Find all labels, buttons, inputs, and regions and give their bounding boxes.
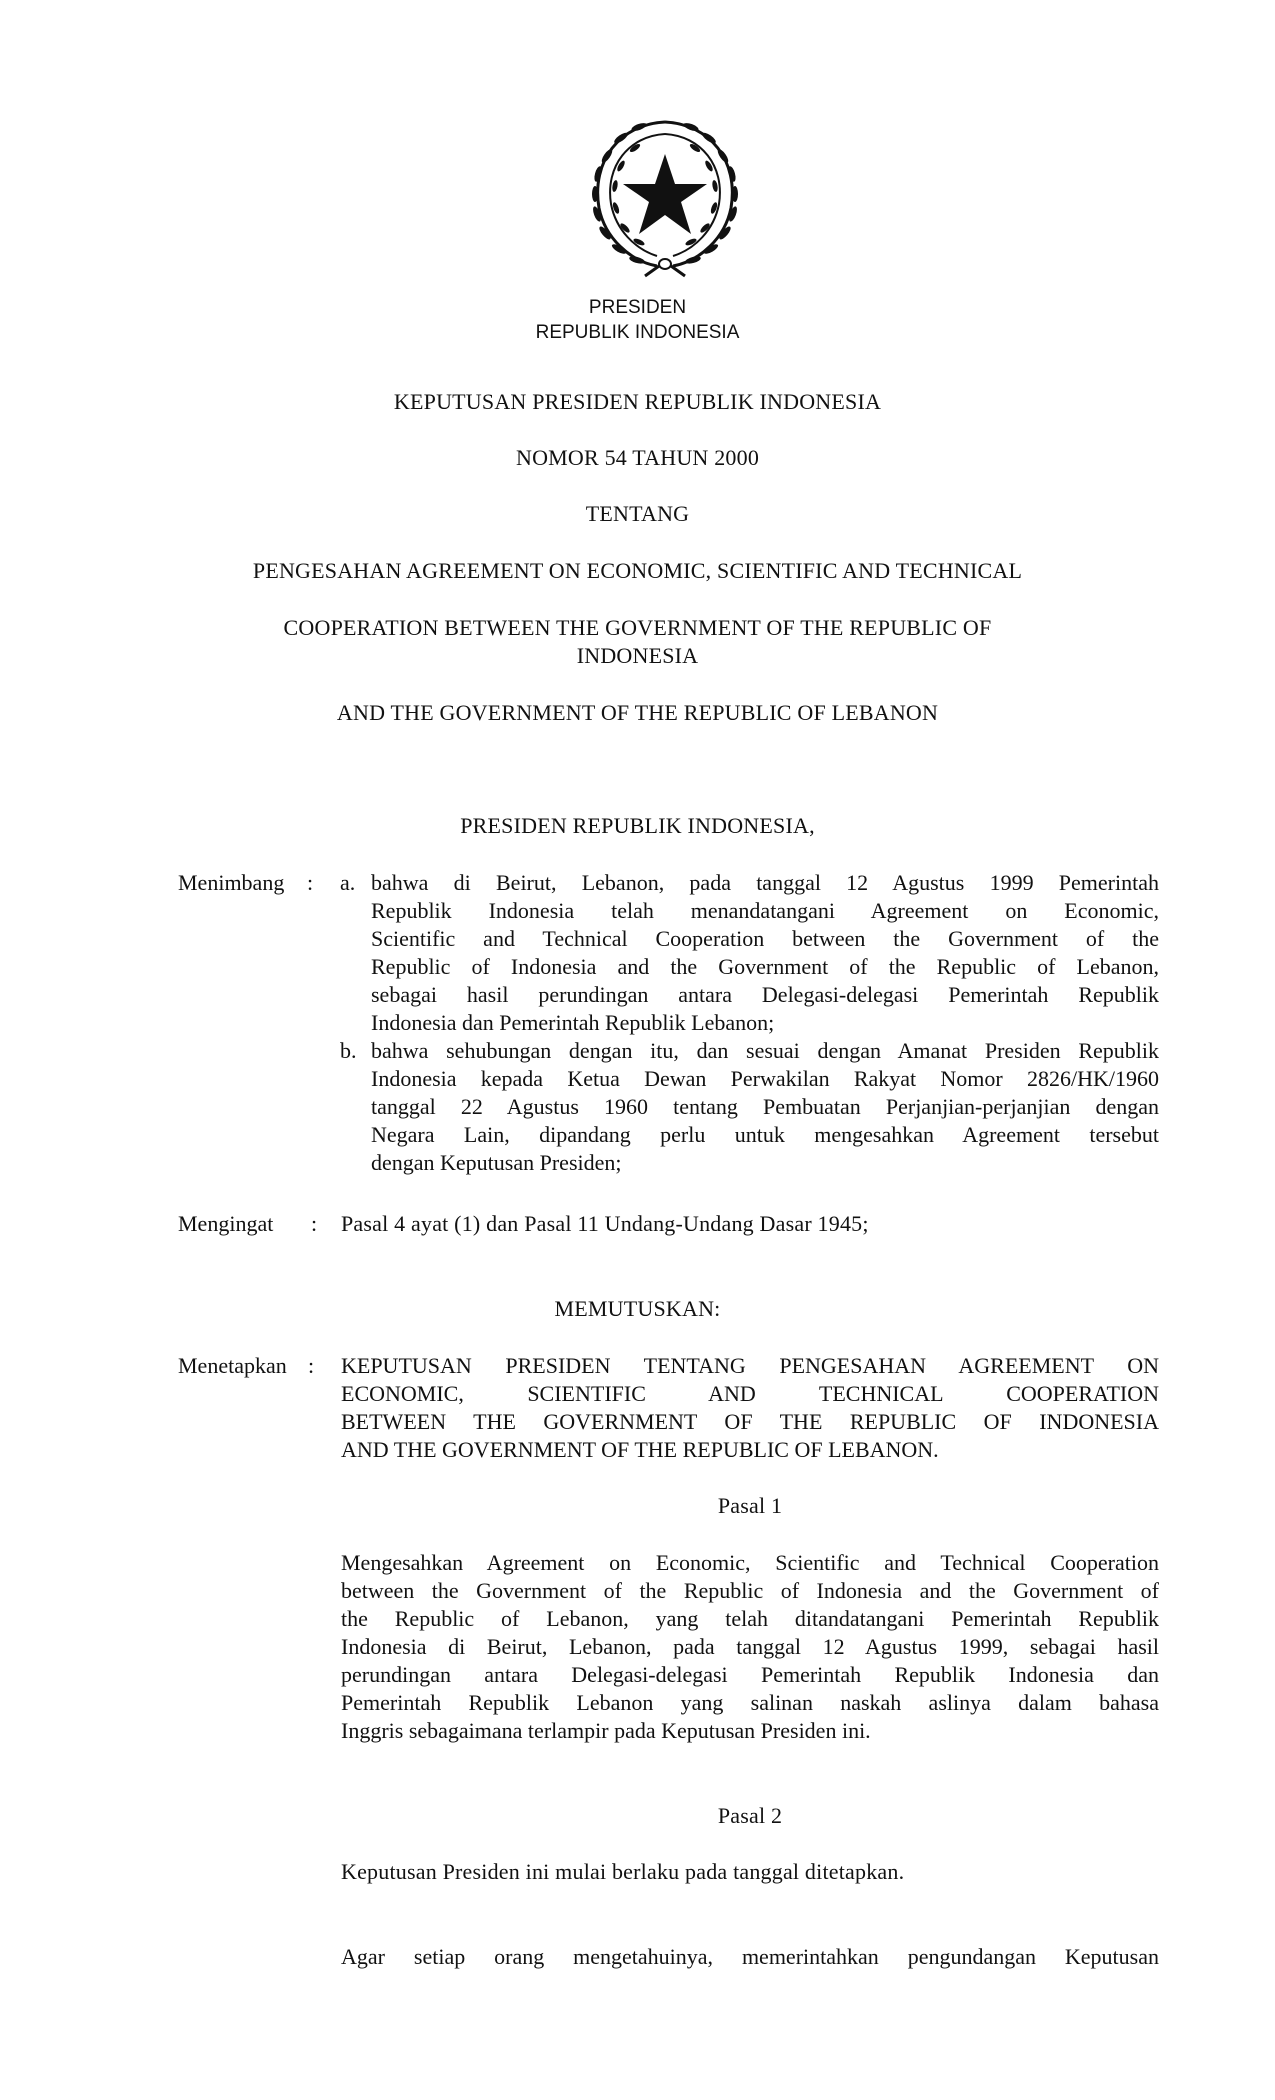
- document-subject-line2: COOPERATION BETWEEN THE GOVERNMENT OF THE REPUBLIC OF: [283, 615, 992, 640]
- presidential-seal-icon: [585, 116, 745, 278]
- text-line: sebagai hasil perundingan antara Delegasi-delegasi Pemerintah Republik: [371, 982, 1159, 1007]
- document-subject-line1: PENGESAHAN AGREEMENT ON ECONOMIC, SCIENTIFIC AND TECHNICAL: [252, 558, 1023, 583]
- menetapkan-label: Menetapkan: [178, 1353, 287, 1378]
- preamble: PRESIDEN REPUBLIK INDONESIA,: [460, 813, 815, 838]
- text-line: Republic of Indonesia and the Government of the Republic of Lebanon,: [371, 954, 1159, 979]
- text-line: perundingan antara Delegasi-delegasi Pemerintah Republik Indonesia dan: [341, 1662, 1159, 1687]
- text-line: bahwa sehubungan dengan itu, dan sesuai dengan Amanat Presiden Republik: [371, 1038, 1159, 1063]
- text-line: dengan Keputusan Presiden;: [371, 1150, 622, 1175]
- emblem-caption-line2: REPUBLIK INDONESIA: [535, 322, 740, 343]
- menetapkan-colon: :: [308, 1353, 315, 1378]
- text-line: Indonesia di Beirut, Lebanon, pada tanggal 12 Agustus 1999, sebagai hasil: [341, 1634, 1159, 1659]
- pasal2-text: Keputusan Presiden ini mulai berlaku pada tanggal ditetapkan.: [341, 1859, 905, 1884]
- menetapkan-text: [341, 1352, 1159, 1464]
- text-line: the Republic of Lebanon, yang telah ditandatangani Pemerintah Republik: [341, 1606, 1159, 1631]
- pasal1-text: [341, 1549, 1159, 1745]
- text-line: tanggal 22 Agustus 1960 tentang Pembuatan Perjanjian-perjanjian dengan: [371, 1094, 1159, 1119]
- text-line: Pemerintah Republik Lebanon yang salinan naskah aslinya dalam bahasa: [341, 1690, 1159, 1715]
- menimbang-item-b: [371, 1037, 1159, 1177]
- menimbang-colon: :: [307, 870, 314, 895]
- mengingat-label: Mengingat: [178, 1211, 274, 1236]
- document-subject-line2b: INDONESIA: [576, 643, 699, 668]
- text-line: BETWEEN THE GOVERNMENT OF THE REPUBLIC OF INDONESIA: [341, 1409, 1159, 1434]
- document-tentang: TENTANG: [585, 501, 690, 526]
- text-line: AND THE GOVERNMENT OF THE REPUBLIC OF LEBANON.: [341, 1437, 939, 1462]
- text-line: Scientific and Technical Cooperation between the Government of the: [371, 926, 1159, 951]
- text-line: Indonesia kepada Ketua Dewan Perwakilan Rakyat Nomor 2826/HK/1960: [371, 1066, 1159, 1091]
- menimbang-item-letter: b.: [340, 1038, 357, 1063]
- document-number: NOMOR 54 TAHUN 2000: [515, 445, 760, 470]
- text-line: Inggris sebagaimana terlampir pada Keputusan Presiden ini.: [341, 1718, 871, 1743]
- memutuskan-heading: MEMUTUSKAN:: [554, 1296, 721, 1321]
- mengingat-text: Pasal 4 ayat (1) dan Pasal 11 Undang-Undang Dasar 1945;: [341, 1211, 869, 1236]
- text-line: Indonesia dan Pemerintah Republik Lebanon;: [371, 1010, 775, 1035]
- menimbang-item-letter: a.: [340, 870, 356, 895]
- text-line: KEPUTUSAN PRESIDEN TENTANG PENGESAHAN AGREEMENT ON: [341, 1353, 1159, 1378]
- menimbang-label: Menimbang: [178, 870, 285, 895]
- text-line: between the Government of the Republic of Indonesia and the Government of: [341, 1578, 1159, 1603]
- pasal1-heading: Pasal 1: [717, 1493, 783, 1518]
- mengingat-colon: :: [311, 1211, 318, 1236]
- document-subject-line3: AND THE GOVERNMENT OF THE REPUBLIC OF LEBANON: [336, 700, 939, 725]
- text-line: Agar setiap orang mengetahuinya, memerintahkan pengundangan Keputusan: [341, 1944, 1159, 1969]
- pasal2-heading: Pasal 2: [717, 1803, 783, 1828]
- emblem-caption-line1: PRESIDEN: [588, 297, 687, 318]
- text-line: ECONOMIC, SCIENTIFIC AND TECHNICAL COOPERATION: [341, 1381, 1159, 1406]
- closing-text: [341, 1943, 1159, 1971]
- menimbang-item-a: [371, 869, 1159, 1037]
- text-line: Negara Lain, dipandang perlu untuk mengesahkan Agreement tersebut: [371, 1122, 1159, 1147]
- text-line: Mengesahkan Agreement on Economic, Scientific and Technical Cooperation: [341, 1550, 1159, 1575]
- text-line: Republik Indonesia telah menandatangani Agreement on Economic,: [371, 898, 1159, 923]
- text-line: bahwa di Beirut, Lebanon, pada tanggal 12 Agustus 1999 Pemerintah: [371, 870, 1159, 895]
- document-title: KEPUTUSAN PRESIDEN REPUBLIK INDONESIA: [393, 389, 882, 414]
